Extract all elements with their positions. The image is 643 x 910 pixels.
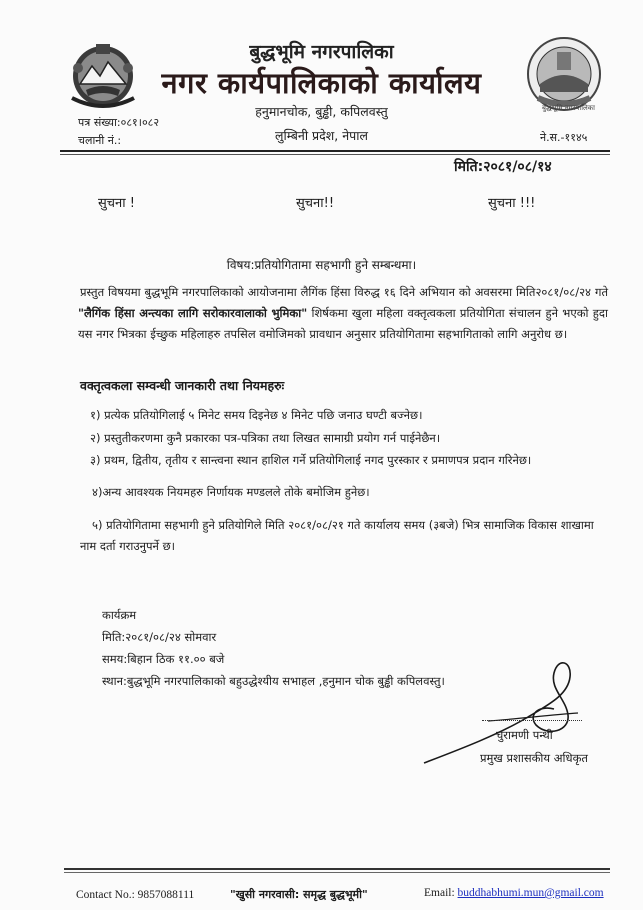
rules-heading: वक्तृत्वकला सम्वन्धी जानकारी तथा नियमहरुः <box>80 378 285 393</box>
footer-email <box>424 887 604 899</box>
subject-line: विषय:प्रतियोगितामा सहभागी हुने सम्बन्धमा। <box>226 258 417 272</box>
signatory-title: प्रमुख प्रशासकीय अधिकृत <box>480 751 588 765</box>
intro-bold-title: "लैगिंक हिंसा अन्त्यका लागि सरोकारवालाको भुमिका" <box>78 306 308 320</box>
header-divider-thin <box>60 154 610 155</box>
program-heading: कार्यक्रम <box>102 608 137 622</box>
program-time: समय:बिहान ठिक ११.०० बजे <box>102 652 225 666</box>
program-venue: स्थान:बुद्धभूमि नगरपालिकाको बहुउद्धेश्यीय सभाहल ,हनुमान चोक बुड्ढी कपिलवस्तु। <box>102 674 445 688</box>
dispatch-number: चलानी नं.: <box>78 134 122 147</box>
rule-item-4: ४)अन्य आवश्यक नियमहरु निर्णायक मण्डलले तोके बमोजिम हुनेछ। <box>92 485 370 499</box>
letter-number: पत्र संख्या:०८१।०८२ <box>78 116 160 129</box>
letter-date: मिति:२०८१/०८/१४ <box>454 159 552 175</box>
email-link[interactable]: buddhabhumi.mun@gmail.com <box>457 887 604 899</box>
serial-number: ने.स.-११४५ <box>540 131 588 144</box>
footer-divider-thin <box>64 872 610 873</box>
program-date: मिति:२०८१/०८/२४ सोमवार <box>102 630 217 644</box>
rule-item-2: २) प्रस्तुतीकरणमा कुनै प्रकारका पत्र-पत्रिका तथा लिखत सामाग्री प्रयोग गर्न पाईनेछैन। <box>90 431 441 445</box>
address-line-2: लुम्बिनी प्रदेश, नेपाल <box>274 128 368 143</box>
intro-part-2: शिर्षकमा खुला महिला वक्तृत्वकला प्रतियोगिता संचालन हुने भएको हुदा यस नगर भित्रका ईच्छुक महिलाहरु तपसिल वमोजिमको प्रावधान अनुसार प्रतियोगितामा सहभागिताको लागि अनुरोध छ। <box>78 306 608 341</box>
header-divider <box>60 150 610 152</box>
municipality-name: बुद्धभूमि नगरपालिका <box>249 41 394 63</box>
signature-line <box>482 720 582 721</box>
rule-item-3: ३) प्रथम, द्वितीय, तृतीय र सान्त्वना स्थान हाशिल गर्ने प्रतियोगिलाई नगद पुरस्कार र प्रमाणपत्र प्रदान गरिनेछ। <box>90 453 532 467</box>
right-logo-caption: बुद्धभूमि नगरपालिका <box>542 104 595 112</box>
signatory-name: चुरामणी पन्थी <box>496 728 553 742</box>
footer-contact: Contact No.: 9857088111 <box>76 889 195 901</box>
notice-1: सुचना ! <box>98 196 135 211</box>
footer-divider <box>64 868 610 870</box>
rule-item-1: १) प्रत्येक प्रतियोगिलाई ५ मिनेट समय दिइनेछ ४ मिनेट पछि जनाउ घण्टी बज्नेछ। <box>90 408 423 422</box>
rule-item-5: ५) प्रतियोगितामा सहभागी हुने प्रतियोगिले मिति २०८१/०८/२१ गते कार्यालय समय (३बजे) भित्र सामाजिक विकास शाखामा नाम दर्ता गराउनुपर्ने छ। <box>80 518 594 553</box>
intro-paragraph <box>78 282 608 345</box>
office-title: नगर कार्यपालिकाको कार्यालय <box>161 66 482 100</box>
intro-part-1: प्रस्तुत विषयमा बुद्धभूमि नगरपालिकाको आयोजनामा लैगिंक हिंसा विरुद्ध १६ दिने अभियान को अवसरमा मिति२०८१/०८/२४ गते <box>80 285 608 299</box>
footer-slogan: "खुसी नगरवासी: समृद्ध बुद्धभूमी" <box>230 888 368 901</box>
address-line-1: हनुमानचोक, बुड्ढी, कपिलवस्तु <box>255 104 388 119</box>
notice-3: सुचना !!! <box>488 196 536 211</box>
email-label: Email: <box>424 887 458 899</box>
notice-2: सुचना!! <box>296 196 335 211</box>
